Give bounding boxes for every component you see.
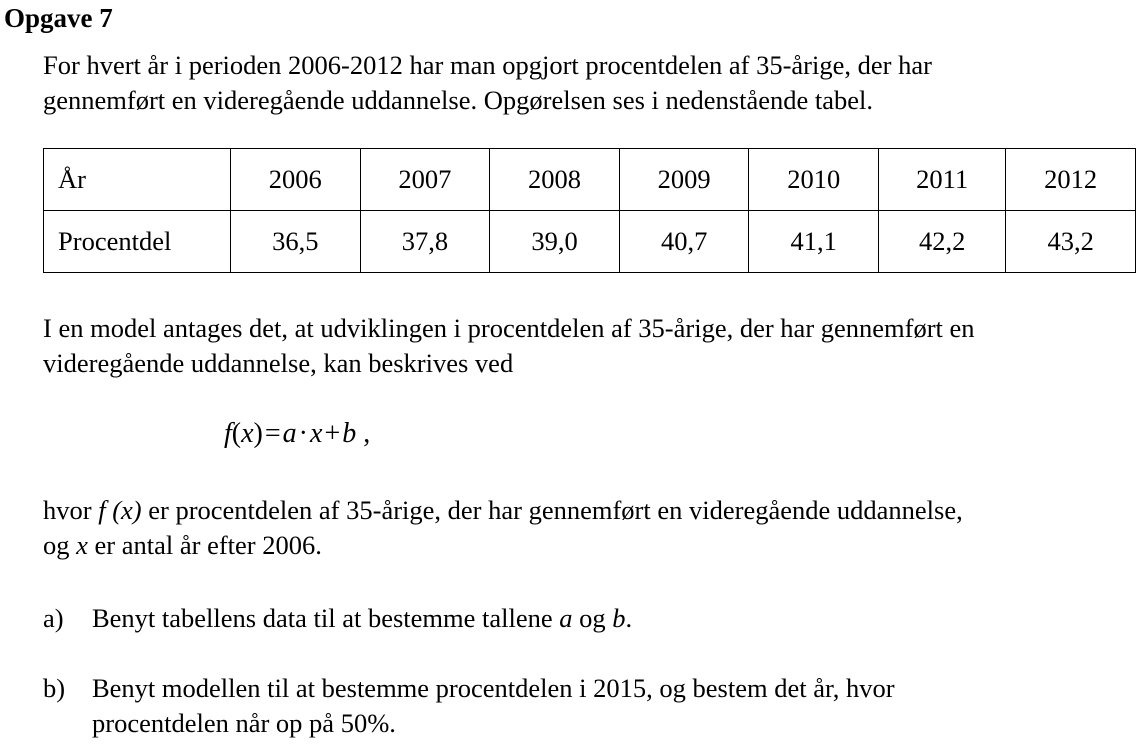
table-cell-percent: 41,1 (749, 211, 879, 273)
exercise-title: Opgave 7 (4, 3, 113, 33)
table-cell-year: 2007 (360, 149, 490, 211)
question-b-marker: b) (43, 673, 66, 703)
intro-line-1: For hvert år i perioden 2006-2012 har man opgjort procentdelen af 35-årige, der har (43, 50, 932, 80)
question-a-var-a: a (559, 603, 573, 633)
formula-dot: · (298, 418, 308, 449)
table-cell-year: 2012 (1006, 149, 1136, 211)
formula-x2: x (310, 418, 323, 449)
table-cell-year: 2006 (231, 149, 361, 211)
formula-comma: , (363, 418, 371, 449)
formula-plus: + (324, 418, 341, 449)
question-b-line-2: procentdelen når op på 50%. (92, 708, 396, 738)
table-cell-percent: 40,7 (619, 211, 749, 273)
formula-lparen: ( (231, 418, 242, 449)
table-cell-year: 2009 (619, 149, 749, 211)
table-row-header-year: År (44, 149, 231, 211)
table-cell-year: 2010 (749, 149, 879, 211)
table-cell-year: 2011 (879, 149, 1006, 211)
model-line-1: I en model antages det, at udviklingen i procentdelen af 35-årige, der har gennemført en (43, 313, 975, 343)
table-cell-percent: 42,2 (879, 211, 1006, 273)
explanation-x: x (76, 530, 88, 560)
question-a-marker: a) (43, 603, 64, 633)
explanation-line-1 (43, 493, 963, 528)
formula-a: a (282, 418, 297, 449)
table-cell-year: 2008 (490, 149, 620, 211)
question-a-var-b: b (612, 603, 626, 633)
table-row-year (44, 149, 1136, 211)
model-formula (224, 414, 370, 454)
question-a-pre: Benyt tabellens data til at bestemme tallene (92, 603, 560, 633)
table-row-header-percent: Procentdel (44, 211, 231, 273)
formula-equals: = (264, 418, 281, 449)
table-cell-percent: 43,2 (1006, 211, 1136, 273)
explanation-pre: hvor (43, 495, 99, 525)
question-a-mid: og (572, 603, 613, 633)
table-cell-percent: 36,5 (231, 211, 361, 273)
explanation-fx: f (x) (98, 495, 142, 525)
question-a-post: . (625, 603, 633, 633)
explanation-line2-pre: og (43, 530, 77, 560)
explanation-line2-post: er antal år efter 2006. (87, 530, 322, 560)
table-cell-percent: 37,8 (360, 211, 490, 273)
table-cell-percent: 39,0 (490, 211, 620, 273)
intro-line-2: gennemført en videregående uddannelse. Opgørelsen ses i nedenstående tabel. (43, 85, 874, 115)
model-line-2: videregående uddannelse, kan beskrives ved (43, 348, 514, 378)
table-row-percent (44, 211, 1136, 273)
model-paragraph (43, 311, 975, 381)
intro-paragraph (43, 48, 932, 118)
explanation-line-2 (43, 528, 963, 563)
formula-b: b (342, 418, 357, 449)
question-a-text (92, 601, 632, 636)
explanation-post: er procentdelen af 35-årige, der har gennemført en videregående uddannelse, (148, 495, 963, 525)
explanation-paragraph (43, 493, 963, 563)
question-b-line-1: Benyt modellen til at bestemme procentdelen i 2015, og bestem det år, hvor (92, 673, 895, 703)
question-b-text (92, 671, 895, 741)
formula-f: f (224, 418, 232, 449)
formula-x: x (241, 418, 254, 449)
formula-rparen: ) (253, 418, 263, 449)
data-table (43, 148, 1136, 273)
